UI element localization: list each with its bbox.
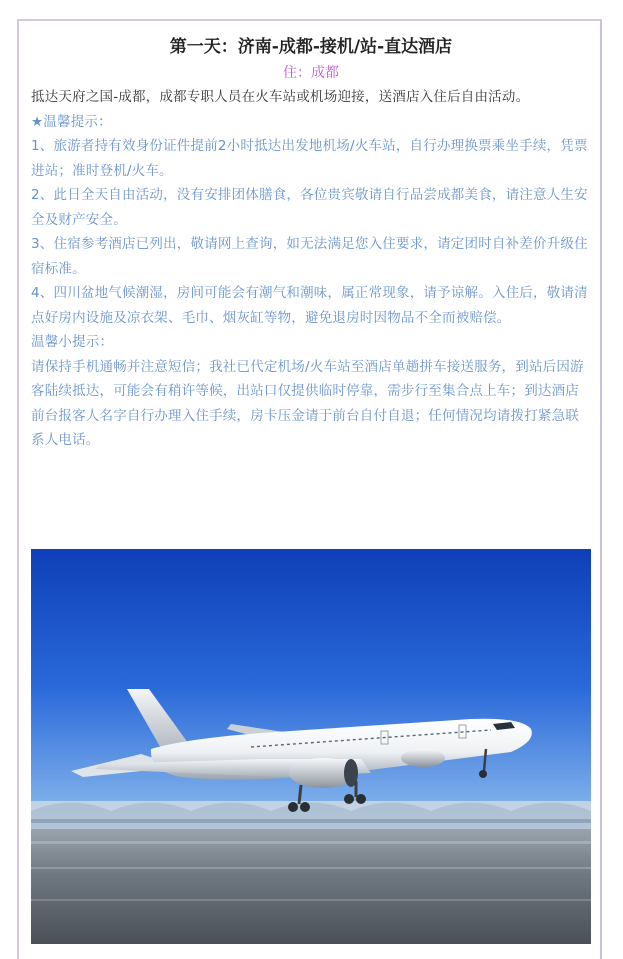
tip-item: 4、四川盆地气候潮湿，房间可能会有潮气和潮味，属正常现象，请予谅解。入住后，敬请清点好房内设施及凉衣架、毛巾、烟灰缸等物，避免退房时因物品不全而被赔偿。 — [31, 285, 588, 326]
stay-location: 住：成都 — [283, 65, 339, 81]
airplane-illustration — [31, 549, 591, 944]
airplane-photo — [31, 549, 591, 944]
small-tips-heading: 温馨小提示： — [31, 334, 114, 350]
tip-item: 1、旅游者持有效身份证件提前2小时抵达出发地机场/火车站，自行办理换票乘坐手续，凭票进站；准时登机/火车。 — [31, 138, 588, 179]
tips-heading: ★温馨提示： — [31, 113, 112, 130]
itinerary-content — [31, 35, 591, 453]
small-tips-text: 请保持手机通畅并注意短信；我社已代定机场/火车站至酒店单趟拼车接送服务，到站后因游客陆续抵达，可能会有稍许等候，出站口仅提供临时停靠，需步行至集合点上车；到达酒店前台报客人名字自行办理入住手续，房卡压金请于前台自付自退；任何情况均请拨打紧急联系人电话。 — [31, 358, 584, 448]
day-intro: 抵达天府之国-成都，成都专职人员在火车站或机场迎接，送酒店入住后自由活动。 — [31, 89, 530, 105]
day-title: 第一天：济南-成都-接机/站-直达酒店 — [169, 37, 453, 57]
tip-item: 2、此日全天自由活动，没有安排团体膳食，各位贵宾敬请自行品尝成都美食，请注意人生安全及财产安全。 — [31, 187, 588, 228]
tip-item: 3、住宿参考酒店已列出，敬请网上查询，如无法满足您入住要求，请定团时自补差价升级住宿标准。 — [31, 236, 588, 277]
itinerary-card — [17, 19, 602, 959]
